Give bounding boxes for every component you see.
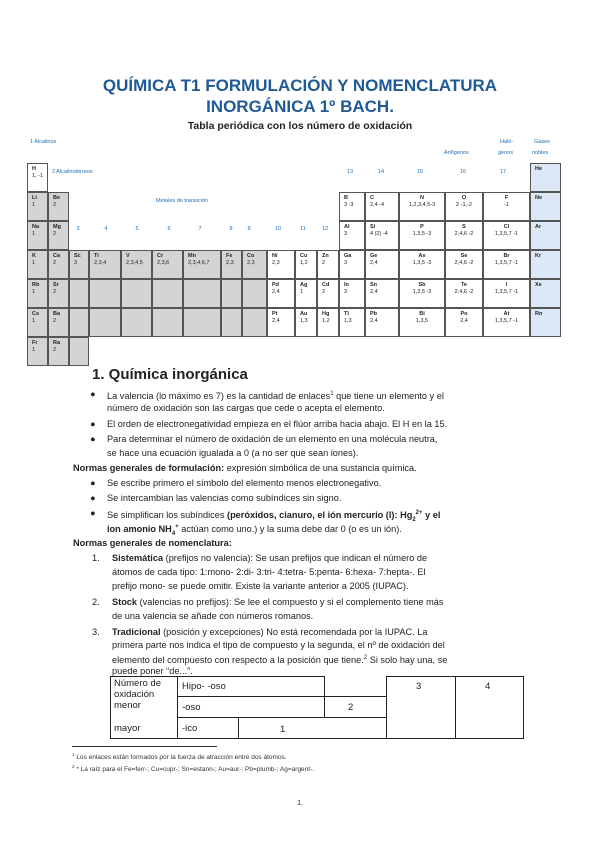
cell-value-2: 2 <box>348 702 354 713</box>
element-Ra: Ra 2 <box>48 337 69 366</box>
element-Au: Au 1,3 <box>295 308 317 337</box>
page-number: 1. <box>297 800 303 807</box>
element-Pd: Pd 2,4 <box>267 279 295 308</box>
element-C: C 2,4 -4 <box>365 192 399 221</box>
element-Fr: Fr 1 <box>27 337 48 366</box>
element-In: In 3 <box>339 279 365 308</box>
group-number-15: 15 <box>416 169 424 175</box>
element-Al: Al 3 <box>339 221 365 250</box>
element-Br: Br 1,3,5,7 -1 <box>483 250 530 279</box>
section-heading: 1. Química inorgánica <box>92 366 248 383</box>
label-transicion: Metales de transición <box>156 198 208 204</box>
element-H: H 1, -1 <box>27 163 48 192</box>
suffix-ico: -ico <box>182 723 198 734</box>
element-blank <box>152 308 183 337</box>
formulacion-rule-3: Se simplifican los subíndices (peróxidos, cianuro, el ión mercurio (I): $Hg_2^{2+}$ y el <box>107 510 441 523</box>
element-Mn: Mn 2,3,4,6,7 <box>183 250 221 279</box>
list-number: 3. <box>92 627 100 637</box>
nomenclatura-stock-line2: de una valencia se añade con números romanos. <box>112 611 314 621</box>
element-Ti: Ti 2,3,4 <box>89 250 121 279</box>
element-I: I 1,3,5,7 -1 <box>483 279 530 308</box>
valencia-naming-table <box>110 676 524 740</box>
element-Pb: Pb 2,4 <box>365 308 399 337</box>
group-number-11: 11 <box>300 226 306 232</box>
group-number-9: 9 <box>247 226 251 232</box>
bullet-oxidacion: Para determinar el número de oxidación de un elemento en una molécula neutra, <box>107 434 438 444</box>
element-Tl: Tl 1,3 <box>339 308 365 337</box>
element-Ba: Ba 2 <box>48 308 69 337</box>
nomenclatura-heading: Normas generales de nomenclatura: <box>73 538 232 548</box>
doc-title-line1: QUÍMICA T1 FORMULACIÓN Y NOMENCLATURA <box>102 76 498 95</box>
group-number-5: 5 <box>135 226 139 232</box>
list-number: 1. <box>92 553 100 563</box>
label-halogenos-2: genos <box>498 150 513 156</box>
doc-title-line2: INORGÁNICA 1º BACH. <box>206 97 394 116</box>
element-He: He <box>530 163 561 192</box>
element-Ca: Ca 2 <box>48 250 69 279</box>
element-As: As 1,3,5 -3 <box>399 250 445 279</box>
formulacion-rule-1: Se escribe primero el símbolo del elemento menos electronegativo. <box>107 478 382 488</box>
nomenclatura-sistematica: Sistemática (prefijos no valencia): Se usan prefijos que indican el número de <box>112 553 428 563</box>
element-blank <box>242 279 267 308</box>
element-blank <box>69 279 89 308</box>
element-blank <box>183 308 221 337</box>
group-number-16: 16 <box>459 169 467 175</box>
element-Cu: Cu 1,2 <box>295 250 317 279</box>
element-V: V 2,3,4,5 <box>121 250 152 279</box>
element-Bi: Bi 1,3,5 <box>399 308 445 337</box>
element-blank <box>121 279 152 308</box>
nomenclatura-tradicional-line3: elemento del compuesto con respecto a la posición que tiene.$^2$ Si solo hay una, se <box>112 655 448 666</box>
label-gases-2: nobles <box>532 150 549 156</box>
footnote-divider <box>72 746 217 747</box>
group-number-17: 17 <box>499 169 507 175</box>
element-Po: Po 2,4 <box>445 308 483 337</box>
element-Kr: Kr <box>530 250 561 279</box>
footnote-1: $^1$ Los enlaces están formados por la fuerza de atracción entre dos átomos. <box>72 752 287 762</box>
label-gases-1: Gases <box>534 139 550 145</box>
formulacion-rule-2: Se intercambian las valencias como subíndices sin signo. <box>107 493 342 503</box>
group-number-8: 8 <box>229 226 233 232</box>
element-S: S 2,4,6 -2 <box>445 221 483 250</box>
element-Sc: Sc 3 <box>69 250 89 279</box>
element-Hg: Hg 1,2 <box>317 308 339 337</box>
element-Sr: Sr 2 <box>48 279 69 308</box>
bullet-oxidacion-line2: se hace una ecuación igualada a 0 (a no ser que sean iones). <box>107 448 359 458</box>
list-number: 2. <box>92 597 100 607</box>
group-number-14: 14 <box>377 169 385 175</box>
prefix-hipo-oso: Hipo- -oso <box>182 681 226 692</box>
element-Sn: Sn 2,4 <box>365 279 399 308</box>
element-blank <box>221 308 242 337</box>
footnote-2: $^2$ * La raíz para el Fe=ferr-; Cu=cupr-; Sn=estann-; Au=aur-; Pb=plumb-; Ag=argent-. <box>72 764 315 774</box>
element-blank <box>121 308 152 337</box>
element-Ar: Ar <box>530 221 561 250</box>
formulacion-rule-3-line2: ion amonio $NH_4^+$ actúan como uno.) y la suma debe dar 0 (o es un ión). <box>107 524 402 537</box>
nomenclatura-tradicional-line2: primera parte nos indica el tipo de compuesto y la segunda, el nº de oxidación del <box>112 640 445 650</box>
element-Na: Na 1 <box>27 221 48 250</box>
doc-subtitle: Tabla periódica con los número de oxidación <box>187 120 413 132</box>
element-B: B 3 -3 <box>339 192 365 221</box>
bullet-icon: ● <box>90 478 96 488</box>
nomenclatura-tradicional-line4: puede poner “de...”. <box>112 666 193 676</box>
bullet-valencia-line2: número de oxidación son las cargas que cede o acepta el elemento. <box>107 403 385 413</box>
nomenclatura-stock: Stock (valencias no prefijos): Se lee el compuesto y si el complemento tiene más <box>112 597 444 607</box>
element-blank <box>221 279 242 308</box>
element-Ni: Ni 2,3 <box>267 250 295 279</box>
element-Zn: Zn 2 <box>317 250 339 279</box>
element-blank <box>152 279 183 308</box>
label-halogenos-1: Haló- <box>500 139 514 145</box>
element-Xe: Xe <box>530 279 561 308</box>
element-blank <box>69 337 89 366</box>
bullet-icon: ● <box>90 493 96 503</box>
element-Rb: Rb 1 <box>27 279 48 308</box>
element-Co: Co 2,3 <box>242 250 267 279</box>
table-header-mayor: mayor <box>114 723 141 734</box>
group-number-3: 3 <box>76 226 80 232</box>
formulacion-heading: Normas generales de formulación: expresión simbólica de una sustancia química. <box>73 463 417 473</box>
bullet-icon: ● <box>90 389 96 399</box>
group-number-7: 7 <box>198 226 202 232</box>
element-Pt: Pt 2,4 <box>267 308 295 337</box>
element-F: F -1 <box>483 192 530 221</box>
element-Se: Se 2,4,6 -2 <box>445 250 483 279</box>
cell-value-4: 4 <box>485 681 491 692</box>
bullet-icon: ● <box>90 419 96 429</box>
element-Sb: Sb 1,3,5 -3 <box>399 279 445 308</box>
element-Ne: Ne <box>530 192 561 221</box>
element-Mg: Mg 2 <box>48 221 69 250</box>
element-Cr: Cr 2,3,6 <box>152 250 183 279</box>
group-number-4: 4 <box>104 226 108 232</box>
element-Te: Te 2,4,6 -2 <box>445 279 483 308</box>
table-header-menor: Número de oxidación menor <box>114 678 161 711</box>
element-P: P 1,3,5 -3 <box>399 221 445 250</box>
element-N: N 1,2,3,4,5-3 <box>399 192 445 221</box>
element-Cd: Cd 2 <box>317 279 339 308</box>
element-blank <box>69 308 89 337</box>
element-blank <box>89 279 121 308</box>
nomenclatura-tradicional: Tradicional (posición y excepciones) No está recomendada por la IUPAC. La <box>112 627 428 637</box>
group-number-10: 10 <box>274 226 282 232</box>
group-number-12: 12 <box>321 226 329 232</box>
element-Si: Si 4 (2) -4 <box>365 221 399 250</box>
element-Cs: Cs 1 <box>27 308 48 337</box>
label-anfigenos: Anfígenos <box>444 150 469 156</box>
group-number-13: 13 <box>346 169 354 175</box>
bullet-electronegatividad: El orden de electronegatividad empieza en el flúor arriba hacia abajo. El H en la 15. <box>107 419 448 429</box>
element-Fe: Fe 2,3 <box>221 250 242 279</box>
cell-value-3: 3 <box>416 681 422 692</box>
element-O: O 2 -1,-2 <box>445 192 483 221</box>
group-number-6: 6 <box>167 226 171 232</box>
label-alcalinos: 1 Alcalinos <box>30 139 57 145</box>
cell-value-1: 1 <box>280 724 286 735</box>
element-blank <box>89 308 121 337</box>
nomenclatura-sistematica-line3: prefijo mono- se puede omitir. Existe la variante anterior a 2005 (IUPAC). <box>112 581 409 591</box>
element-Ge: Ge 2,4 <box>365 250 399 279</box>
element-Ag: Ag 1 <box>295 279 317 308</box>
nomenclatura-sistematica-line2: átomos de cada tipo: 1:mono- 2:di- 3:tri- 4:tetra- 5:penta- 6:hexa- 7:hepta-. El <box>112 567 426 577</box>
element-Rn: Rn <box>530 308 561 337</box>
element-Be: Be 2 <box>48 192 69 221</box>
element-blank <box>183 279 221 308</box>
bullet-icon: ● <box>90 508 96 518</box>
bullet-icon: ● <box>90 434 96 444</box>
bullet-valencia: La valencia (lo máximo es 7) es la cantidad de enlaces$^1$ que tiene un elemento y el <box>107 391 444 402</box>
element-Ga: Ga 3 <box>339 250 365 279</box>
element-Cl: Cl 1,3,5,7 -1 <box>483 221 530 250</box>
label-alcalinoterreos: 2 Alcalinotérreos <box>52 169 93 175</box>
element-Li: Li 1 <box>27 192 48 221</box>
suffix-oso: -oso <box>182 702 201 713</box>
element-K: K 1 <box>27 250 48 279</box>
element-At: At 1,3,5,7 -1 <box>483 308 530 337</box>
element-blank <box>242 308 267 337</box>
